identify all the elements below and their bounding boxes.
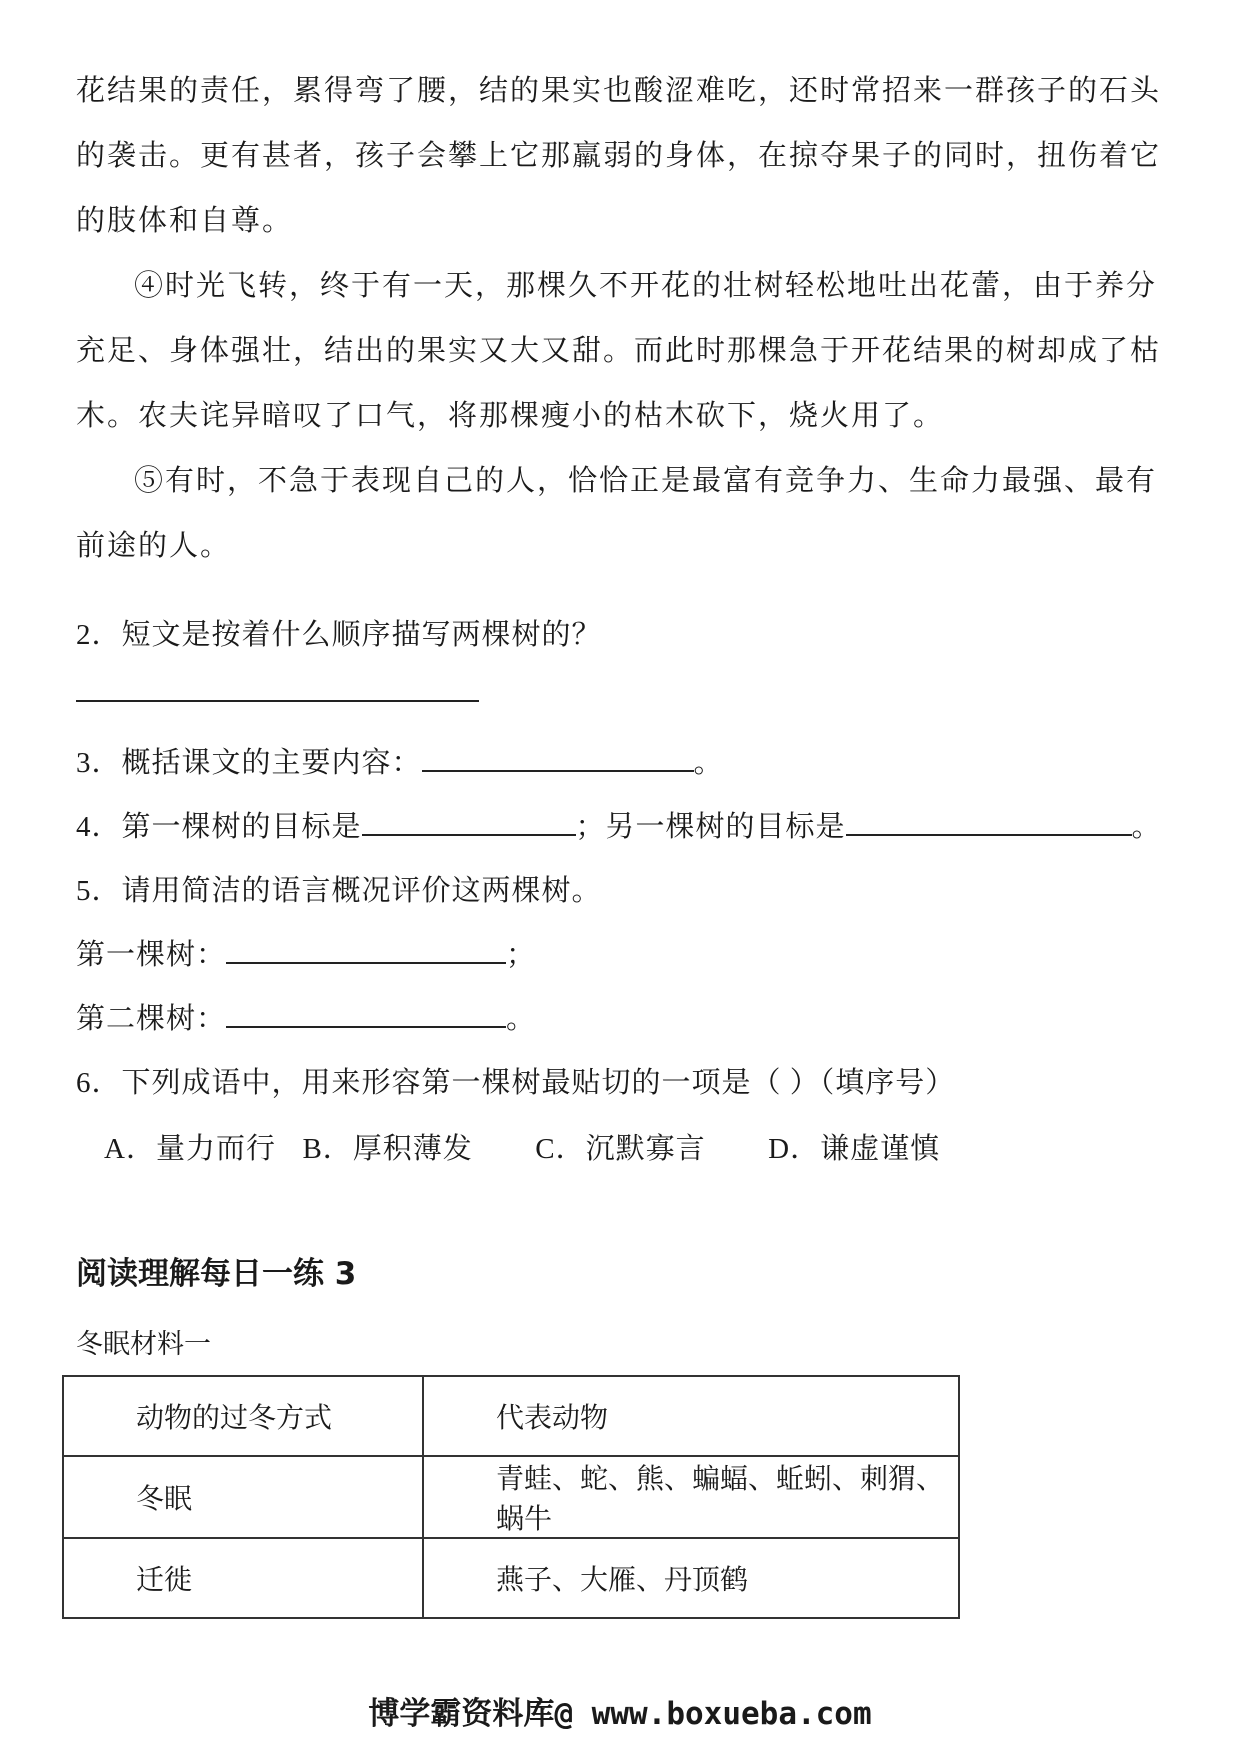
table-cell: 冬眠 (63, 1456, 423, 1538)
answer-blank-tree1[interactable] (226, 936, 506, 964)
material-label: 冬眠材料一 (76, 1329, 211, 1360)
answer-blank-q3[interactable] (422, 744, 694, 772)
question-4-end: 。 (1131, 811, 1162, 843)
question-2: 2．短文是按着什么顺序描写两棵树的？ (76, 619, 602, 651)
option-a[interactable]: A．量力而行 (104, 1133, 276, 1165)
question-3-text: 3．概括课文的主要内容： (76, 747, 422, 779)
passage-paragraph-4: ④时光飞转，终于有一天，那棵久不开花的壮树轻松地吐出花蕾，由于养分充足、身体强壮，结出的果实又大又甜。而此时那棵急于开花结果的树却成了枯木。农夫诧异暗叹了口气，将那棵瘦小的枯木砍下，烧火用了。 (76, 268, 1162, 432)
answer-blank-q4-first[interactable] (362, 808, 576, 836)
hibernation-table (62, 1375, 960, 1619)
table-row (63, 1456, 959, 1538)
tree1-end: ； (506, 939, 537, 971)
tree2-end: 。 (506, 1003, 537, 1035)
table-header-cell: 代表动物 (423, 1376, 959, 1456)
footer-watermark: 博学霸资料库@ www.boxueba.com (368, 1696, 872, 1732)
table-cell: 迁徙 (63, 1538, 423, 1618)
tree2-label: 第二棵树： (76, 1003, 227, 1035)
option-b[interactable]: B．厚积薄发 (302, 1133, 473, 1165)
question-6: 6．下列成语中，用来形容第一棵树最贴切的一项是（ ）（填序号） (76, 1067, 956, 1099)
answer-line-q2[interactable] (76, 700, 479, 702)
question-4-mid: ；另一棵树的目标是 (575, 811, 846, 843)
question-5-tree1 (76, 932, 536, 973)
table-header-row (63, 1376, 959, 1456)
table-cell: 青蛙、蛇、熊、蝙蝠、蚯蚓、刺猬、蜗牛 (423, 1456, 959, 1538)
tree1-label: 第一棵树： (76, 939, 227, 971)
question-4-text: 4．第一棵树的目标是 (76, 811, 362, 843)
answer-blank-tree2[interactable] (226, 1000, 506, 1028)
option-d[interactable]: D．谦虚谨慎 (768, 1133, 941, 1165)
table-cell: 燕子、大雁、丹顶鹤 (423, 1538, 959, 1618)
section-heading: 阅读理解每日一练 3 (76, 1256, 357, 1292)
question-3 (76, 740, 724, 781)
passage-paragraph-5: ⑤有时，不急于表现自己的人，恰恰正是最富有竞争力、生命力最强、最有前途的人。 (76, 463, 1158, 562)
table-header-cell: 动物的过冬方式 (63, 1376, 423, 1456)
option-c[interactable]: C．沉默寡言 (535, 1133, 706, 1165)
question-5: 5．请用简洁的语言概况评价这两棵树。 (76, 875, 602, 907)
passage-paragraph-3-continued: 花结果的责任，累得弯了腰，结的果实也酸涩难吃，还时常招来一群孩子的石头的袭击。更有甚者，孩子会攀上它那羸弱的身体，在掠夺果子的同时，扭伤着它的肢体和自尊。 (76, 73, 1162, 237)
table-row (63, 1538, 959, 1618)
question-5-tree2 (76, 996, 536, 1037)
answer-blank-q4-second[interactable] (846, 808, 1132, 836)
question-4 (76, 804, 1162, 845)
question-6-options (104, 1126, 940, 1167)
question-3-end: 。 (693, 747, 724, 779)
